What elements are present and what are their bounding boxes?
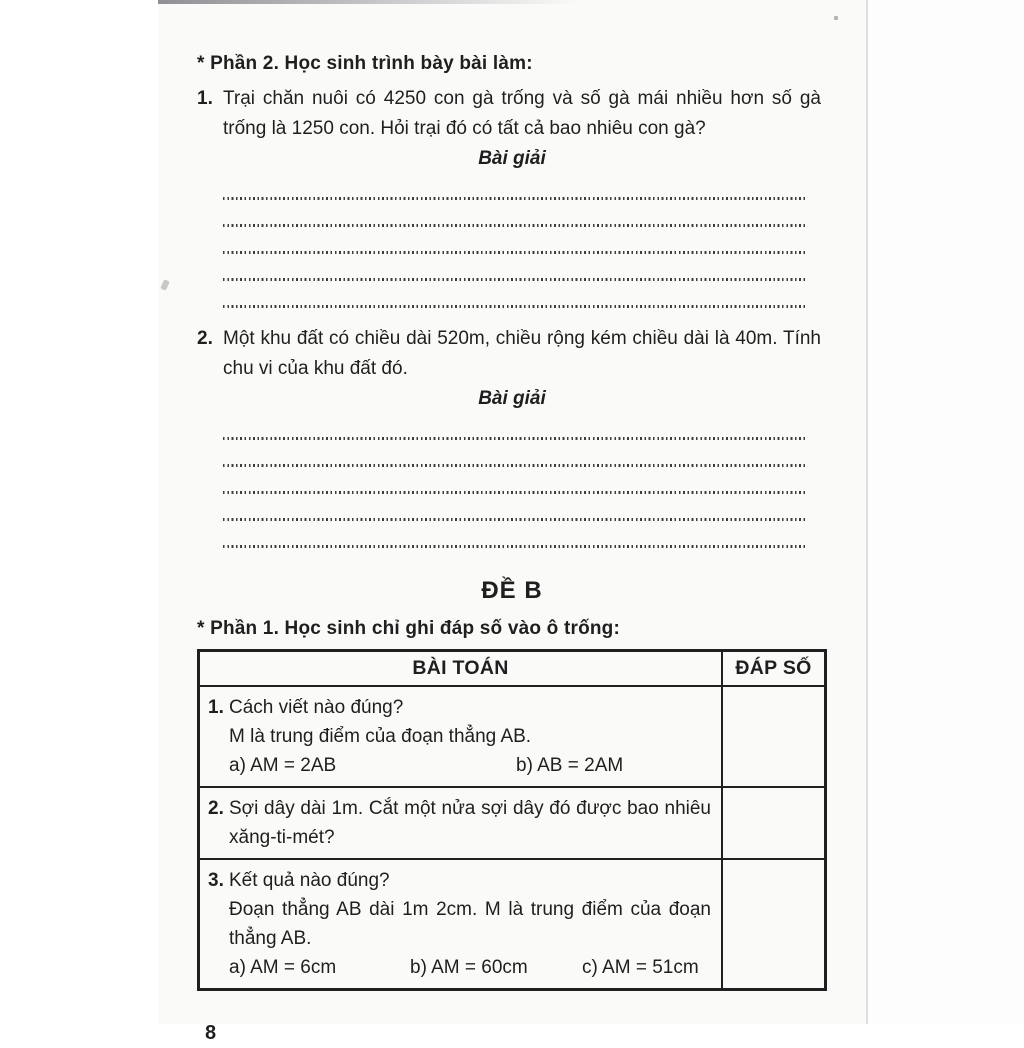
problem-1-number: 1. — [197, 88, 213, 109]
section-b-title: ĐỀ B — [481, 577, 543, 604]
answer-cell-1 — [722, 686, 826, 787]
scan-artifact — [160, 279, 170, 291]
answer-line — [197, 175, 827, 202]
book-page — [158, 0, 868, 1044]
answer-table — [197, 649, 827, 991]
problem-2-number: 2. — [197, 328, 213, 349]
question-cell-2 — [199, 787, 723, 859]
question-number: 3. — [208, 870, 224, 891]
table-row — [199, 787, 826, 859]
question-cell-1 — [199, 686, 723, 787]
option-a: a) AM = 2AB — [229, 755, 337, 776]
question-line — [208, 693, 711, 722]
answer-cell-3 — [722, 859, 826, 990]
part1-heading: * Phần 1. Học sinh chỉ ghi đáp số vào ô trống: — [197, 618, 621, 639]
problem-2 — [197, 324, 827, 384]
answer-line — [197, 523, 827, 550]
answer-line — [197, 202, 827, 229]
problem-2-answer-lines — [197, 415, 827, 550]
option-b: b) AB = 2AM — [516, 755, 624, 776]
problem-1 — [197, 84, 827, 144]
question-options — [229, 751, 711, 780]
question-text: Kết quả nào đúng? — [229, 870, 390, 891]
question-cell-3 — [199, 859, 723, 990]
answer-line — [197, 469, 827, 496]
answer-line — [197, 442, 827, 469]
question-text: Sợi dây dài 1m. Cắt một nửa sợi dây đó được bao nhiêu xăng-ti-mét? — [229, 798, 711, 848]
column-header-problem: BÀI TOÁN — [199, 651, 723, 687]
problem-1-solution-label: Bài giải — [478, 148, 546, 169]
problem-1-answer-lines — [197, 175, 827, 310]
problem-1-text: Trại chăn nuôi có 4250 con gà trống và số gà mái nhiều hơn số gà trống là 1250 con. Hỏi trại đó có tất cả bao nhiêu con gà? — [223, 88, 821, 139]
option-a: a) AM = 6cm — [229, 957, 337, 978]
question-line — [208, 866, 711, 895]
answer-cell-2 — [722, 787, 826, 859]
question-options — [229, 953, 711, 982]
photo-margin-right — [868, 0, 1024, 1024]
page-content — [197, 0, 827, 1048]
problem-2-text: Một khu đất có chiều dài 520m, chiều rộng kém chiều dài là 40m. Tính chu vi của khu đất đó. — [223, 328, 821, 379]
table-row — [199, 686, 826, 787]
column-header-answer: ĐÁP SỐ — [722, 651, 826, 687]
answer-line — [197, 256, 827, 283]
answer-line — [197, 496, 827, 523]
option-b: b) AM = 60cm — [410, 957, 528, 978]
problem-2-solution-label: Bài giải — [478, 388, 546, 409]
answer-line — [197, 229, 827, 256]
question-text: Cách viết nào đúng? — [229, 697, 404, 718]
question-line — [208, 794, 711, 852]
answer-line — [197, 283, 827, 310]
option-c: c) AM = 51cm — [582, 957, 699, 978]
question-detail: Đoạn thẳng AB dài 1m 2cm. M là trung điểm của đoạn thẳng AB. — [229, 899, 711, 949]
question-detail: M là trung điểm của đoạn thẳng AB. — [229, 726, 532, 747]
table-row — [199, 859, 826, 990]
scan-artifact — [834, 16, 838, 20]
question-number: 2. — [208, 798, 224, 819]
table-header-row — [199, 651, 826, 687]
question-number: 1. — [208, 697, 224, 718]
answer-line — [197, 415, 827, 442]
part2-heading: * Phần 2. Học sinh trình bày bài làm: — [197, 53, 533, 74]
page-number: 8 — [205, 1022, 217, 1044]
